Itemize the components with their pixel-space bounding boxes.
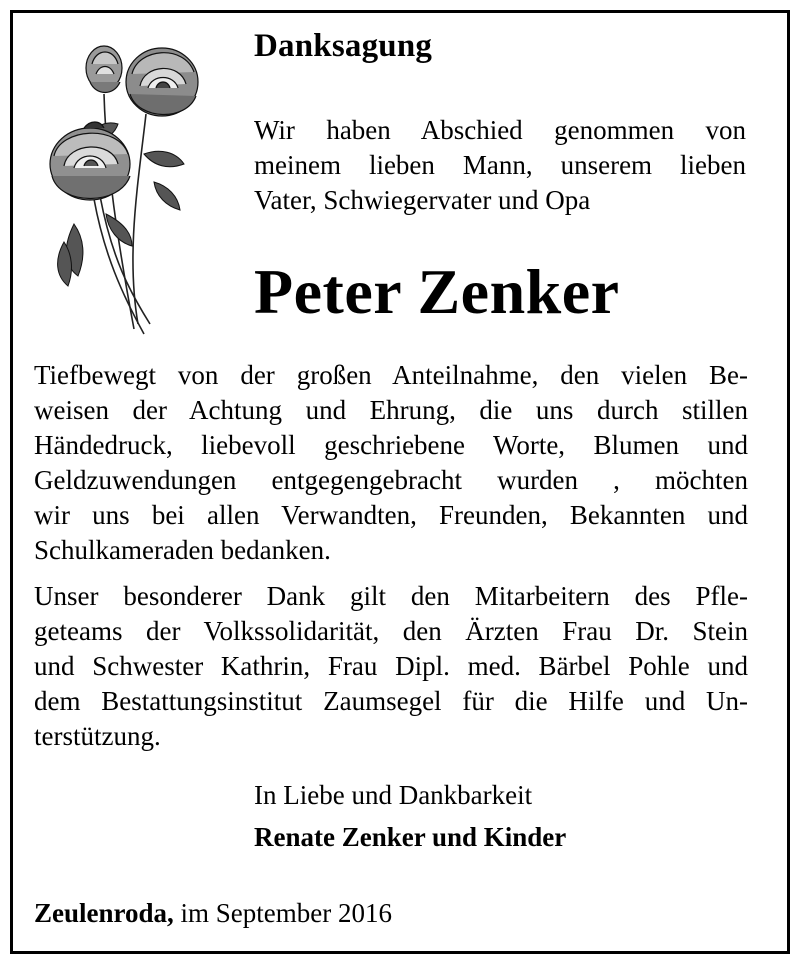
thanks-paragraph	[34, 358, 748, 568]
intro-text	[254, 113, 746, 218]
paragraph-line: Schulkameraden bedanken.	[34, 535, 331, 565]
intro-line: meinem lieben Mann, unserem lieben	[254, 150, 746, 180]
paragraph-line: geteams der Volkssolidarität, den Ärzten Frau Dr. Stein	[34, 616, 748, 646]
paragraph-line: Händedruck, liebevoll geschriebene Worte, Blumen und	[34, 430, 748, 460]
heading: Danksagung	[254, 28, 433, 64]
special-thanks-paragraph	[34, 579, 748, 754]
paragraph-line: dem Bestattungsinstitut Zaumsegel für die Hilfe und Un-	[34, 686, 748, 716]
place-date	[34, 898, 392, 929]
place-name: Zeulenroda,	[34, 898, 174, 928]
paragraph-line: Geldzuwendungen entgegengebracht wurden , möchten	[34, 465, 748, 495]
intro-line: Wir haben Abschied genommen von	[254, 115, 746, 145]
date-text: im September 2016	[173, 898, 392, 928]
closing-line: In Liebe und Dankbarkeit	[254, 780, 533, 810]
paragraph-line: weisen der Achtung und Ehrung, die uns durch stillen	[34, 395, 748, 425]
intro-line: Vater, Schwiegervater und Opa	[254, 185, 591, 215]
signers: Renate Zenker und Kinder	[254, 822, 567, 852]
paragraph-line: und Schwester Kathrin, Frau Dipl. med. Bärbel Pohle und	[34, 651, 748, 681]
paragraph-line: Unser besonderer Dank gilt den Mitarbeitern des Pfle-	[34, 581, 748, 611]
paragraph-line: Tiefbewegt von der großen Anteilnahme, den vielen Be-	[34, 360, 748, 390]
roses-icon	[34, 24, 214, 344]
paragraph-line: terstützung.	[34, 721, 161, 751]
deceased-name: Peter Zenker	[254, 256, 620, 327]
paragraph-line: wir uns bei allen Verwandten, Freunden, Bekannten und	[34, 500, 748, 530]
